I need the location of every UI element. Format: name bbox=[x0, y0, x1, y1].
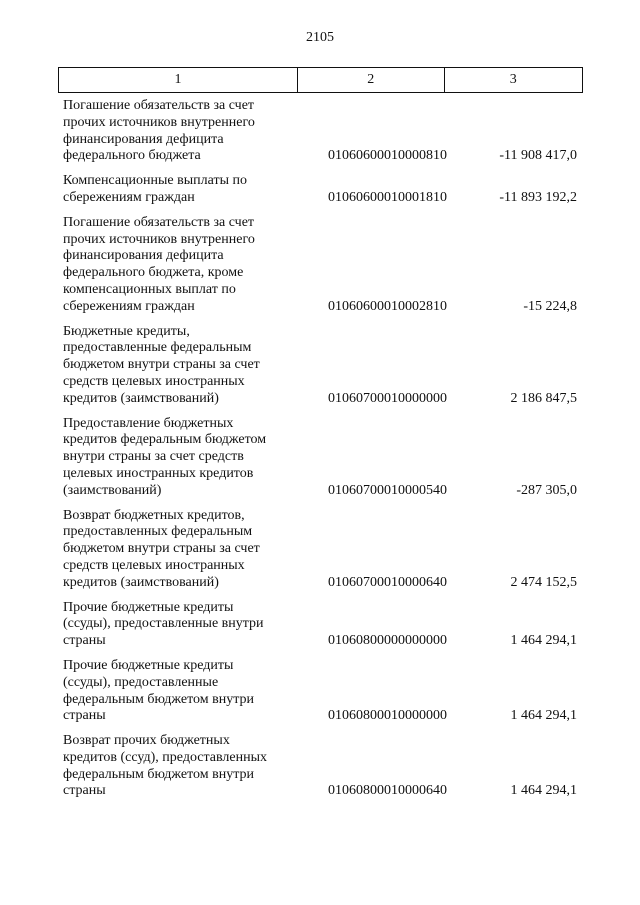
table-row bbox=[58, 173, 583, 207]
column-header-2: 2 bbox=[298, 68, 444, 93]
row-code: 01060700010000540 bbox=[328, 482, 447, 498]
table-row bbox=[58, 600, 583, 650]
row-code: 01060800000000000 bbox=[328, 633, 447, 649]
row-value: 2 186 847,5 bbox=[510, 390, 577, 406]
row-code: 01060600010002810 bbox=[328, 298, 447, 314]
row-code: 01060800010000000 bbox=[328, 708, 447, 724]
table-row bbox=[58, 416, 583, 500]
table-row bbox=[58, 733, 583, 800]
column-header-1: 1 bbox=[59, 68, 298, 93]
row-code: 01060600010000810 bbox=[328, 148, 447, 164]
table-row bbox=[58, 658, 583, 725]
table-row bbox=[58, 324, 583, 408]
row-name: Возврат прочих бюджетных кредитов (ссуд), предоставленных федеральным бюджетом внутри страны bbox=[63, 733, 268, 799]
row-name: Прочие бюджетные кредиты (ссуды), предоставленные федеральным бюджетом внутри страны bbox=[63, 657, 255, 724]
row-code: 01060700010000640 bbox=[328, 574, 447, 590]
row-value: -11 908 417,0 bbox=[499, 148, 577, 164]
row-value: 2 474 152,5 bbox=[510, 574, 577, 590]
row-value: -15 224,8 bbox=[523, 298, 577, 314]
row-value: -287 305,0 bbox=[516, 482, 577, 498]
row-name: Компенсационные выплаты по сбережениям граждан bbox=[63, 173, 247, 205]
row-name: Предоставление бюджетных кредитов федеральным бюджетом внутри страны за счет средств целевых иностранных кредитов (заимствований) bbox=[63, 415, 267, 498]
row-name: Погашение обязательств за счет прочих источников внутреннего финансирования дефицита федерального бюджета, кроме компенсационных выплат по сбережениям граждан bbox=[63, 214, 255, 314]
table-body bbox=[58, 98, 583, 808]
row-code: 01060600010001810 bbox=[328, 189, 447, 205]
row-value: 1 464 294,1 bbox=[510, 783, 577, 799]
row-value: 1 464 294,1 bbox=[510, 633, 577, 649]
row-name: Возврат бюджетных кредитов, предоставленных федеральным бюджетом внутри страны за счет средств целевых иностранных кредитов (заимствований) bbox=[63, 507, 260, 590]
row-value: 1 464 294,1 bbox=[510, 708, 577, 724]
row-name: Погашение обязательств за счет прочих источников внутреннего финансирования дефицита федерального бюджета bbox=[63, 98, 255, 164]
row-name: Прочие бюджетные кредиты (ссуды), предоставленные внутри страны bbox=[63, 599, 264, 649]
table-header bbox=[58, 67, 583, 93]
row-code: 01060800010000640 bbox=[328, 783, 447, 799]
row-name: Бюджетные кредиты, предоставленные федеральным бюджетом внутри страны за счет средств целевых иностранных кредитов (заимствований) bbox=[63, 323, 260, 406]
column-header-3: 3 bbox=[444, 68, 583, 93]
row-value: -11 893 192,2 bbox=[499, 189, 577, 205]
table-row bbox=[58, 98, 583, 165]
page-number: 2105 bbox=[306, 30, 334, 45]
table-row bbox=[58, 215, 583, 316]
row-code: 01060700010000000 bbox=[328, 390, 447, 406]
table-row bbox=[58, 508, 583, 592]
